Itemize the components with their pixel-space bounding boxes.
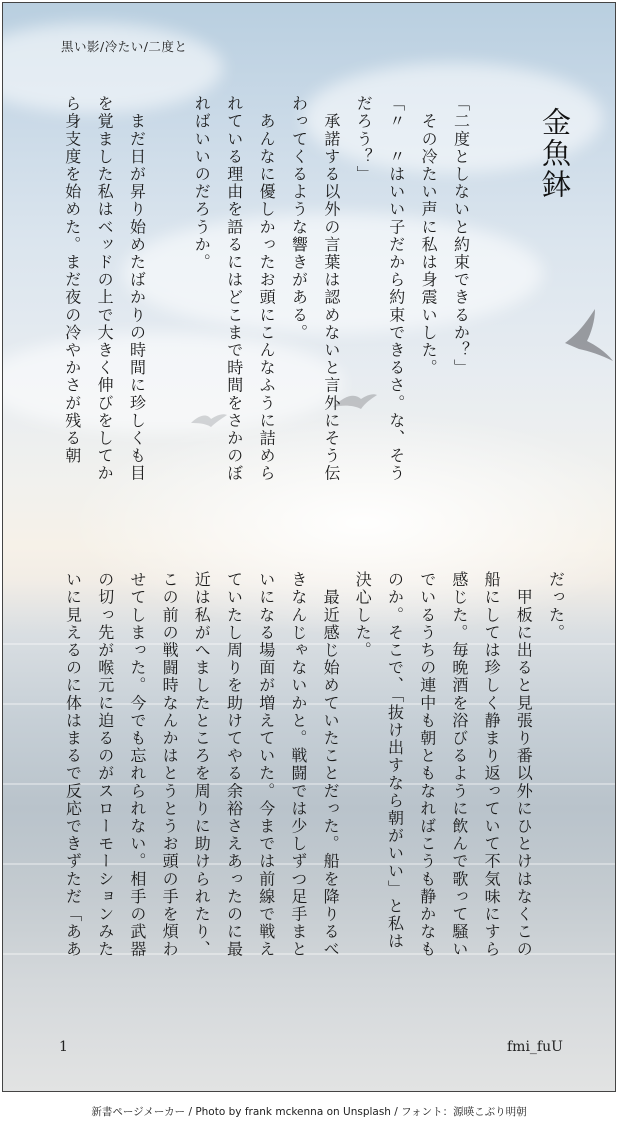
author-name: fmi_fuU: [507, 1039, 563, 1055]
text-column: 「〃 〃はいい子だから約束できるさ。な、そう: [386, 95, 406, 483]
text-column: いに見えるのに体はまるで反応できずただ「ああ: [63, 571, 83, 959]
credit-caption: 新書ページメーカー / Photo by frank mckenna on Unsplash / フォント：源暎こぶり明朝: [91, 1106, 527, 1118]
text-column: 決心した。: [353, 571, 373, 659]
text-column: あんなに優しかったお頭にこんなふうに詰めら: [257, 95, 277, 483]
seagull-icon: [561, 303, 615, 367]
text-column: 近は私がへましたところを周りに助けられたり、: [192, 571, 212, 959]
text-column: 感じた。毎晩酒を浴びるように飲んで歌って騒い: [449, 571, 469, 959]
text-column: 最近感じ始めていたことだった。船を降りるべ: [321, 571, 341, 959]
text-column: ら身支度を始めた。まだ夜の冷やかさが残る朝: [62, 95, 82, 465]
text-column: 船にしては珍しく静まり返っていて不気味にすら: [482, 571, 502, 959]
text-column: わってくるような響きがある。: [289, 95, 309, 342]
text-column: ていたし周りを助けてやる余裕さえあったのに最: [224, 571, 244, 959]
text-column: 甲板に出ると見張り番以外にひとけはなくこの: [514, 571, 534, 959]
text-column: 承諾する以外の言葉は認めないと言外にそう伝: [321, 95, 341, 483]
text-column: ればいいのだろうか。: [192, 95, 212, 271]
story-title: 金魚鉢: [538, 107, 572, 200]
text-column: を覚ました私はベッドの上で大きく伸びをしてか: [95, 95, 115, 483]
text-column: きなんじゃないかと。戦闘では少しずつ足手まと: [288, 571, 308, 959]
page-header-tags: 黒い影/冷たい/二度と: [61, 39, 188, 54]
text-column: 「二度としないと約束できるか？」: [451, 95, 471, 377]
novel-page: [2, 2, 616, 1092]
text-column: せてしまった。今でも忘れられない。相手の武器: [127, 571, 147, 959]
text-column: でいるうちの連中も朝ともなればこうも静かなも: [417, 571, 437, 959]
text-column: れている理由を語るにはどこまで時間をさかのぼ: [224, 95, 244, 483]
text-column: だった。: [546, 571, 566, 642]
text-column: だろう？」: [354, 95, 374, 183]
text-column: いになる場面が増えていた。今までは前線で戦え: [256, 571, 276, 959]
page-number: 1: [59, 1039, 68, 1055]
text-column: のか。そこで、「抜け出すなら朝がいい」と私は: [385, 571, 405, 951]
text-column: その冷たい声に私は身震いした。: [419, 95, 439, 377]
text-column: まだ日が昇り始めたばかりの時間に珍しくも目: [127, 95, 147, 483]
text-column: この前の戦闘時なんかはとうとうお頭の手を煩わ: [160, 571, 180, 959]
text-column: の切っ先が喉元に迫るのがスローモーションみた: [95, 571, 115, 959]
